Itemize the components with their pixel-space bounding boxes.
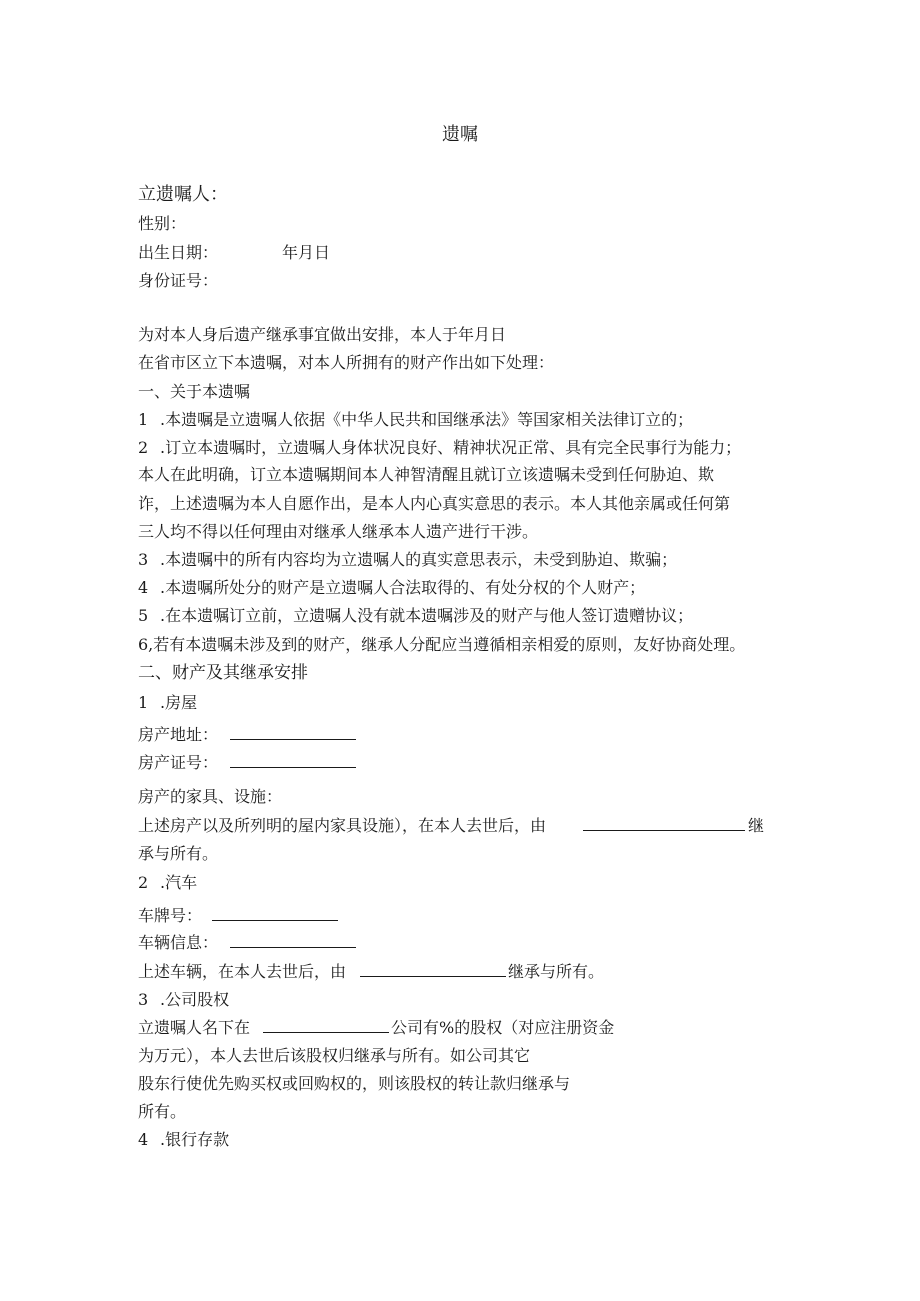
document-title: 遗嘱 — [442, 124, 478, 145]
intro-line-1: 为对本人身后遗产继承事宜做出安排，本人于年月日 — [138, 325, 507, 344]
house-inherit-line-2: 承与所有。 — [138, 844, 219, 863]
car-info-blank[interactable] — [230, 933, 356, 948]
house-cert-blank[interactable] — [230, 753, 356, 768]
house-furniture-label: 房产的家具、设施： — [138, 787, 283, 806]
house-address-blank[interactable] — [230, 725, 356, 740]
item-number: 3 — [138, 550, 149, 569]
car-plate-label: 车牌号： — [138, 906, 203, 925]
item-number: 1 — [138, 410, 149, 429]
item-text: .本遗嘱中的所有内容均为立遗嘱人的真实意思表示，未受到胁迫、欺骗； — [160, 550, 678, 569]
bank-title — [138, 1130, 229, 1150]
section-1-item-2 — [138, 438, 741, 458]
equity-company-blank[interactable] — [263, 1018, 389, 1033]
item-text: .本遗嘱所处分的财产是立遗嘱人合法取得的、有处分权的个人财产； — [160, 578, 646, 597]
item-number: 2 — [138, 873, 149, 892]
section-2-heading: 二、财产及其继承安排 — [138, 663, 308, 683]
section-1-item-2-cont-2: 诈，上述遗嘱为本人自愿作出，是本人内心真实意思的表示。本人其他亲属或任何第 — [138, 494, 731, 513]
id-number-label: 身份证号： — [138, 271, 219, 290]
gender-label: 性别： — [138, 214, 187, 233]
testator-label: 立遗嘱人： — [138, 184, 228, 205]
section-1-item-3 — [138, 550, 677, 570]
item-number: 3 — [138, 990, 149, 1009]
equity-line-2: 为万元），本人去世后该股权归继承与所有。如公司其它 — [138, 1046, 531, 1065]
car-plate-blank[interactable] — [212, 906, 338, 921]
equity-line-1a: 立遗嘱人名下在 — [138, 1018, 251, 1037]
intro-line-2: 在省市区立下本遗嘱，对本人所拥有的财产作出如下处理： — [138, 353, 555, 372]
section-1-item-6: 6,若有本遗嘱未涉及到的财产，继承人分配应当遵循相亲相爱的原则，友好协商处理。 — [138, 635, 746, 654]
house-cert-label: 房产证号： — [138, 753, 219, 772]
section-1-item-2-cont-1: 本人在此明确，订立本遗嘱期间本人神智清醒且就订立该遗嘱未受到任何胁迫、欺 — [138, 465, 715, 484]
item-text: .汽车 — [160, 873, 198, 892]
item-text: .银行存款 — [160, 1130, 230, 1149]
house-cert-row — [138, 753, 218, 773]
house-title — [138, 693, 197, 713]
item-text: .在本遗嘱订立前，立遗嘱人没有就本遗嘱涉及的财产与他人签订遗赠协议； — [160, 606, 694, 625]
car-heir-blank[interactable] — [360, 962, 506, 977]
item-number: 4 — [138, 1130, 149, 1149]
car-info-label: 车辆信息： — [138, 933, 219, 952]
section-1-item-4 — [138, 578, 645, 598]
section-1-heading: 一、关于本遗嘱 — [138, 382, 251, 401]
item-number: 4 — [138, 578, 149, 597]
item-text: .本遗嘱是立遗嘱人依据《中华人民共和国继承法》等国家相关法律订立的； — [160, 410, 694, 429]
car-inherit-a: 上述车辆，在本人去世后，由 — [138, 962, 347, 981]
birth-date-label: 出生日期： — [138, 243, 219, 262]
equity-line-1b: 公司有%的股权（对应注册资金 — [391, 1018, 615, 1037]
section-1-item-2-cont-3: 三人均不得以任何理由对继承人继承本人遗产进行干涉。 — [138, 522, 539, 541]
birth-date-suffix: 年月日 — [282, 243, 331, 262]
house-inherit-line-1b: 继 — [748, 816, 765, 835]
equity-line-3: 股东行使优先购买权或回购权的，则该股权的转让款归继承与 — [138, 1074, 571, 1093]
item-number: 2 — [138, 438, 149, 457]
item-number: 5 — [138, 606, 149, 625]
item-text: .公司股权 — [160, 990, 230, 1009]
house-address-label: 房产地址： — [138, 725, 219, 744]
section-1-item-5 — [138, 606, 693, 626]
section-1-item-1 — [138, 410, 693, 430]
car-title — [138, 873, 197, 893]
house-heir-blank[interactable] — [583, 816, 745, 831]
item-text: .房屋 — [160, 693, 198, 712]
car-inherit-b: 继承与所有。 — [508, 962, 605, 981]
equity-title — [138, 990, 229, 1010]
item-number: 1 — [138, 693, 149, 712]
equity-line-4: 所有。 — [138, 1102, 187, 1121]
item-text: .订立本遗嘱时，立遗嘱人身体状况良好、精神状况正常、具有完全民事行为能力； — [160, 438, 742, 457]
house-inherit-line-1a: 上述房产以及所列明的屋内家具设施），在本人去世后，由 — [138, 816, 547, 835]
house-address-row — [138, 725, 218, 745]
